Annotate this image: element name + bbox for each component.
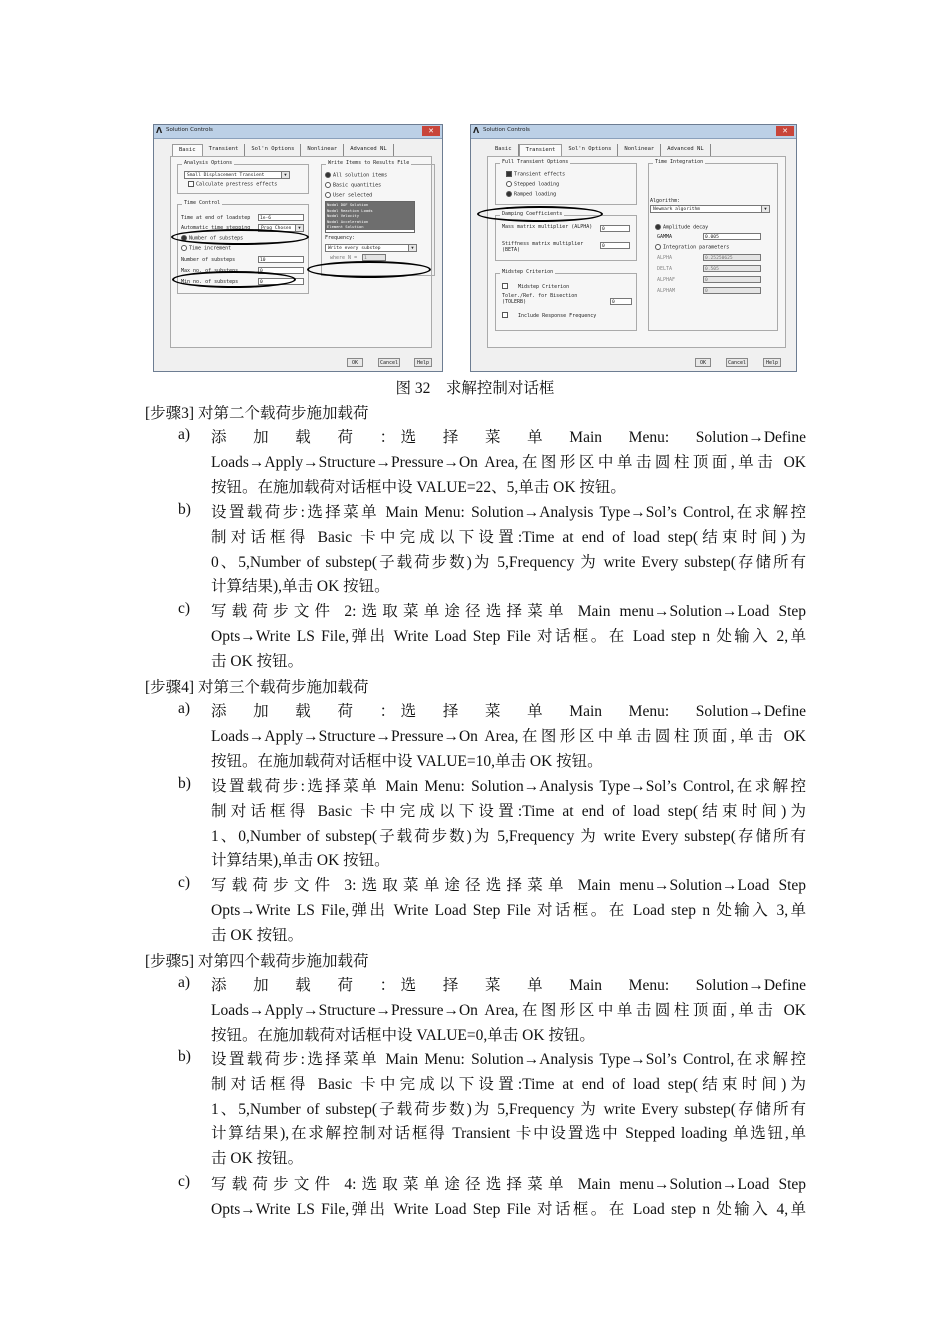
alphaf-input[interactable]: 0	[703, 276, 761, 283]
tab-advanced-nl[interactable]: Advanced NL	[661, 144, 710, 156]
alpham-input[interactable]: 0	[703, 287, 761, 294]
dialog-title: Solution Controls	[483, 127, 530, 133]
max-substeps-label: Max no. of substeps	[181, 268, 239, 274]
text-line: 制对话框得 Basic 卡中完成以下设置:Time at end of load step(结束时间)为	[211, 1075, 806, 1093]
stepped-loading-radio[interactable]	[506, 181, 559, 188]
frequency-select[interactable]	[325, 244, 417, 252]
cancel-button[interactable]: Cancel	[727, 360, 747, 366]
full-transient-label: Full Transient Options	[502, 159, 569, 165]
dialog-titlebar	[471, 125, 796, 139]
frequency-value: Write every substep	[328, 246, 381, 251]
item-text	[211, 1048, 806, 1172]
text-line: 设置载荷步:选择菜单 Main Menu: Solution→Analysis Type→Sol’s Control,在求解控	[211, 778, 806, 795]
analysis-options-label: Analysis Options	[184, 160, 233, 166]
figure-caption: 图 32 求解控制对话框	[395, 380, 555, 397]
item-label: b)	[178, 775, 191, 792]
text-line: 制对话框得 Basic 卡中完成以下设置:Time at end of load step(结束时间)为	[211, 528, 806, 546]
text-line: 添 加 载 荷 ：选 择 菜 单 Main Menu: Solution→Define	[211, 429, 806, 446]
text-line: 写载荷步文件 2:选取菜单途径选择菜单 Main menu→Solution→Load Step	[211, 603, 806, 620]
tab-transient[interactable]: Transient	[519, 144, 563, 156]
analysis-type-value: Small Displacement Transient	[187, 173, 265, 178]
step-heading: [步骤3] 对第二个载荷步施加载荷	[145, 405, 369, 422]
alpham-label: ALPHAM	[657, 288, 676, 294]
step-heading: [步骤5] 对第四个载荷步施加载荷	[145, 953, 369, 970]
time-integration-label: Time Integration	[655, 159, 704, 165]
toler-input[interactable]: 0	[610, 298, 632, 305]
close-icon[interactable]: ✕	[422, 126, 440, 136]
text-line: Loads→Apply→Structure→Pressure→On Area,在图形区中单击圆柱顶面,单击 OK	[211, 1001, 806, 1019]
list-item[interactable]: Nodal Acceleration	[326, 219, 414, 225]
gamma-label: GAMMA	[657, 234, 673, 240]
transient-effects-label: Transient effects	[514, 171, 566, 178]
transient-panel	[487, 156, 786, 348]
algorithm-label: Algorithm:	[650, 198, 681, 204]
text-line: 击 OK 按钮。	[211, 926, 304, 944]
midstep-checkbox[interactable]	[502, 283, 569, 290]
item-text	[211, 600, 806, 674]
tab-advanced-nl[interactable]: Advanced NL	[344, 144, 393, 156]
damping-label: Damping Coefficients	[502, 211, 563, 217]
num-substeps-input[interactable]: 10	[258, 256, 304, 263]
auto-time-value: Prog Chosen	[261, 226, 292, 231]
item-text	[211, 874, 806, 948]
delta-label: DELTA	[657, 266, 673, 272]
text-line: Opts→Write LS File,弹出 Write Load Step File 对话框。在 Load step n 处输入 4,单	[211, 1200, 806, 1218]
algorithm-select[interactable]	[650, 205, 770, 213]
ansys-logo-icon: Λ	[156, 126, 163, 135]
auto-time-label: Automatic time stepping	[181, 225, 251, 231]
analysis-type-select[interactable]	[184, 171, 290, 179]
chevron-down-icon: ▼	[761, 206, 769, 212]
alpha-input[interactable]: 0.25250625	[703, 254, 761, 261]
highlight-ellipse	[172, 271, 296, 288]
item-text	[211, 426, 806, 500]
ansys-logo-icon: Λ	[473, 126, 480, 135]
algorithm-value: Newmark algorithm	[653, 207, 701, 212]
cancel-button[interactable]: Cancel	[379, 360, 399, 366]
text-line: 按钮。在施加载荷对话框中设 VALUE=0,单击 OK 按钮。	[211, 1026, 595, 1044]
chevron-down-icon: ▼	[408, 245, 416, 251]
text-line: 击 OK 按钮。	[211, 652, 304, 670]
text-line: 按钮。在施加载荷对话框中设 VALUE=22、5,单击 OK 按钮。	[211, 478, 626, 496]
calc-prestress-label: Calculate prestress effects	[196, 181, 278, 188]
text-line: 制对话框得 Basic 卡中完成以下设置:Time at end of load step(结束时间)为	[211, 802, 806, 820]
stepped-loading-label: Stepped loading	[514, 181, 560, 188]
gamma-input[interactable]: 0.005	[703, 233, 761, 240]
tab-soln-options[interactable]: Sol'n Options	[562, 144, 618, 156]
dialog-title: Solution Controls	[166, 127, 213, 133]
tab-nonlinear[interactable]: Nonlinear	[301, 144, 344, 156]
time-control-label: Time Control	[184, 200, 221, 206]
tab-basic[interactable]: Basic	[489, 144, 519, 156]
delta-input[interactable]: 0.505	[703, 265, 761, 272]
all-items-radio[interactable]	[325, 172, 387, 179]
list-item[interactable]: Nodal Velocity	[326, 213, 414, 219]
damping-group	[495, 211, 637, 261]
write-items-group	[321, 160, 435, 276]
amplitude-decay-radio[interactable]	[655, 224, 708, 231]
item-text	[211, 974, 806, 1048]
text-line: 计算结果),单击 OK 按钮。	[211, 852, 390, 870]
mass-mult-label: Mass matrix multiplier (ALPHA)	[502, 224, 593, 230]
time-increment-radio-label: Time increment	[189, 245, 232, 252]
tab-nonlinear[interactable]: Nonlinear	[618, 144, 661, 156]
item-label: a)	[178, 700, 191, 717]
amplitude-decay-label: Amplitude decay	[663, 224, 709, 231]
full-transient-group	[495, 159, 637, 205]
item-text	[211, 501, 806, 600]
text-line: 设置载荷步:选择菜单 Main Menu: Solution→Analysis Type→Sol’s Control,在求解控	[211, 504, 806, 521]
item-label: c)	[178, 600, 191, 617]
write-items-label: Write Items to Results File	[328, 160, 410, 166]
alpha-label: ALPHA	[657, 255, 673, 261]
list-item[interactable]: Nodal DOF Solution	[326, 202, 414, 208]
item-text	[211, 775, 806, 874]
include-response-checkbox[interactable]	[502, 312, 596, 319]
results-items-listbox[interactable]	[325, 201, 415, 233]
item-label: a)	[178, 426, 191, 443]
analysis-options-group	[177, 160, 309, 194]
text-line: 计算结果),单击 OK 按钮。	[211, 578, 390, 596]
basic-quantities-radio[interactable]	[325, 182, 381, 189]
solution-controls-dialog-transient	[470, 124, 797, 372]
text-line: 击 OK 按钮。	[211, 1150, 304, 1168]
tab-soln-options[interactable]: Sol'n Options	[245, 144, 301, 156]
tab-transient[interactable]: Transient	[203, 144, 246, 156]
ramped-loading-radio[interactable]	[506, 191, 556, 198]
frequency-label: Frequency:	[325, 235, 356, 241]
basic-quantities-label: Basic quantities	[333, 182, 382, 189]
step-heading: [步骤4] 对第三个载荷步施加载荷	[145, 679, 369, 696]
mass-mult-input[interactable]: 0	[600, 225, 630, 232]
item-label: b)	[178, 501, 191, 518]
ramped-loading-label: Ramped loading	[514, 191, 557, 198]
text-line: 1、5,Number of substep(子载荷步数)为 5,Frequency 为 write Every substep(存储所有	[211, 1100, 806, 1118]
number-of-substeps-radio-label: Number of substeps	[189, 235, 244, 242]
stiff-mult-label: Stiffness matrix multiplier (BETA)	[502, 241, 584, 253]
toler-label: Toler./Ref. for Bisection (TOLERB)	[502, 293, 578, 305]
item-label: b)	[178, 1048, 191, 1065]
highlight-ellipse	[477, 206, 603, 222]
text-line: 0、5,Number of substep(子载荷步数)为 5,Frequency 为 write Every substep(存储所有	[211, 553, 806, 571]
text-line: 添 加 载 荷 ：选 择 菜 单 Main Menu: Solution→Define	[211, 703, 806, 720]
text-line: 写载荷步文件 4:选取菜单途径选择菜单 Main menu→Solution→Load Step	[211, 1176, 806, 1193]
max-substeps-input[interactable]: 0	[258, 267, 304, 274]
item-text	[211, 700, 806, 774]
text-line: Opts→Write LS File,弹出 Write Load Step File 对话框。在 Load step n 处输入 3,单	[211, 901, 806, 919]
midstep-group	[495, 269, 637, 331]
midstep-label: Midstep Criterion	[502, 269, 554, 275]
time-at-end-input[interactable]: 1e-6	[258, 214, 304, 221]
list-item[interactable]: Nodal Reaction Loads	[326, 208, 414, 214]
list-item[interactable]: Element Solution	[326, 224, 414, 230]
item-label: c)	[178, 874, 191, 891]
where-n-label: where N =	[330, 255, 358, 261]
transient-effects-checkbox[interactable]	[506, 171, 565, 178]
help-button[interactable]: Help	[414, 358, 432, 367]
calc-prestress-checkbox[interactable]	[188, 181, 277, 188]
item-label: a)	[178, 974, 191, 991]
tab-basic[interactable]: Basic	[172, 144, 203, 156]
text-line: 计算结果),在求解控制对话框得 Transient 卡中设置选中 Stepped loading 单选钮,单	[211, 1125, 806, 1143]
text-line: Loads→Apply→Structure→Pressure→On Area,在图形区中单击圆柱顶面,单击 OK	[211, 453, 806, 471]
integration-params-radio[interactable]	[655, 244, 729, 251]
tab-strip	[172, 144, 394, 156]
chevron-down-icon: ▼	[295, 225, 303, 231]
time-integration-group	[648, 159, 778, 331]
min-substeps-label: Min no. of substeps	[181, 279, 239, 285]
user-selected-label: User selected	[333, 192, 373, 199]
stiff-mult-input[interactable]: 0	[600, 242, 630, 249]
text-line: 按钮。在施加载荷对话框中设 VALUE=10,单击 OK 按钮。	[211, 752, 603, 770]
include-response-label: Include Response Frequency	[518, 312, 597, 319]
text-line: 设置载荷步:选择菜单 Main Menu: Solution→Analysis Type→Sol’s Control,在求解控	[211, 1051, 806, 1068]
time-at-end-label: Time at end of loadstep	[181, 215, 251, 221]
chevron-down-icon: ▼	[281, 172, 289, 178]
highlight-ellipse	[171, 229, 309, 245]
where-n-input[interactable]: 1	[362, 254, 386, 261]
ok-button[interactable]: OK	[347, 358, 363, 367]
text-line: 写载荷步文件 3:选取菜单途径选择菜单 Main menu→Solution→Load Step	[211, 877, 806, 894]
highlight-ellipse	[307, 261, 431, 278]
user-selected-radio[interactable]	[325, 192, 372, 199]
integration-params-label: Integration parameters	[663, 244, 730, 251]
midstep-check-label: Midstep Criterion	[518, 283, 570, 290]
text-line: 添 加 载 荷 ：选 择 菜 单 Main Menu: Solution→Define	[211, 977, 806, 994]
help-button[interactable]: Help	[763, 358, 781, 367]
alphaf-label: ALPHAF	[657, 277, 676, 283]
dialog-titlebar	[154, 125, 442, 139]
basic-panel	[170, 156, 432, 348]
item-label: c)	[178, 1173, 191, 1190]
close-icon[interactable]: ✕	[776, 126, 794, 136]
time-increment-radio[interactable]	[181, 245, 231, 252]
tab-strip	[489, 144, 711, 156]
text-line: Opts→Write LS File,弹出 Write Load Step File 对话框。在 Load step n 处输入 2,单	[211, 627, 806, 645]
text-line: Loads→Apply→Structure→Pressure→On Area,在图形区中单击圆柱顶面,单击 OK	[211, 727, 806, 745]
item-text	[211, 1173, 806, 1223]
num-substeps-label: Number of substeps	[181, 257, 236, 263]
ok-button[interactable]: OK	[695, 358, 711, 367]
all-items-label: All solution items	[333, 172, 388, 179]
text-line: 1、0,Number of substep(子载荷步数)为 5,Frequency 为 write Every substep(存储所有	[211, 827, 806, 845]
solution-controls-dialog-basic	[153, 124, 443, 372]
min-substeps-input[interactable]: 0	[258, 278, 304, 285]
